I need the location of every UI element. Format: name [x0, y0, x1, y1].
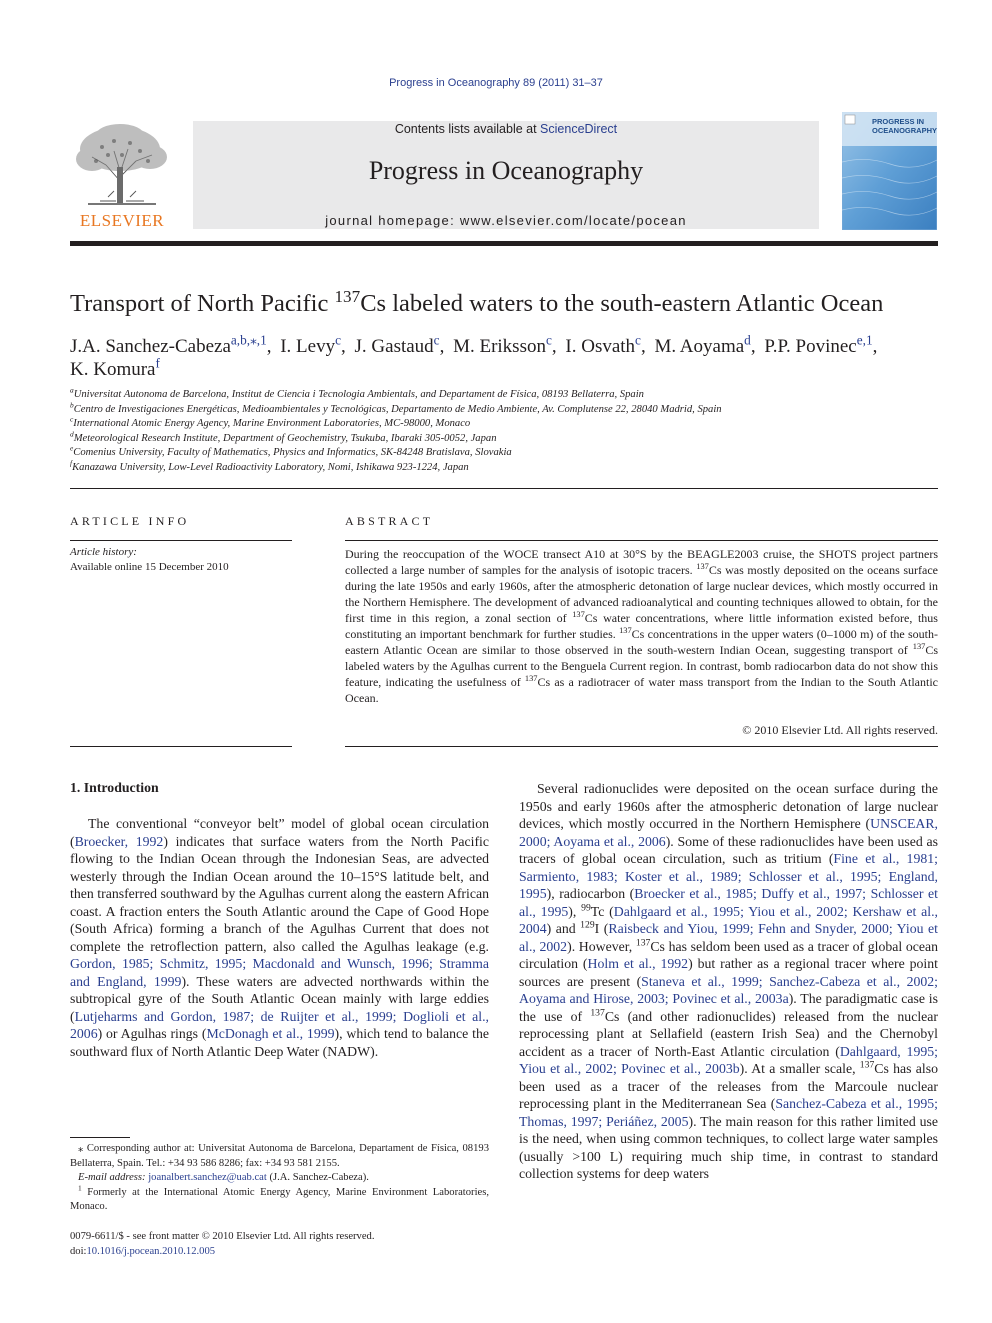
footnote-formerly: $^1$ Formerly at the International Atomic Energy Agency, Marine Environment Laboratories, Monaco.	[70, 1182, 489, 1212]
journal-citation[interactable]: Progress in Oceanography 89 (2011) 31–37	[389, 77, 603, 89]
copyright-notice: © 2010 Elsevier Ltd. All rights reserved.	[742, 723, 938, 737]
doi-line: doi:10.1016/j.pocean.2010.12.005	[70, 1245, 216, 1257]
author-list: J.A. Sanchez-Cabeza$^{a,b,⁎,1}$, I. Levy$^c$, J. Gastaud$^c$, M. Eriksson$^c$, I. Osvath$^c$, M. Aoyama$^d$, P.P. Povinec$^{e,1}$, K. Komura$^f$	[70, 332, 878, 380]
reference-link[interactable]: Staneva et al., 1999; Sanchez-Cabeza et al., 2002; Aoyama and Hirose, 2003; Povinec et al., 2003a	[519, 973, 938, 1006]
footnote-rule	[70, 1137, 130, 1138]
front-matter-info	[70, 1230, 375, 1259]
contents-line: Contents lists available at ScienceDirect	[394, 122, 618, 136]
journal-homepage[interactable]: journal homepage: www.elsevier.com/locate/pocean	[325, 213, 687, 228]
reference-link[interactable]: Broecker, 1992	[74, 833, 164, 849]
footnote-corresponding: ⁎ Corresponding author at: Universitat Autonoma de Barcelona, Departament de Física, 08193 Bellaterra, Spain. Tel.: +34 93 586 8286; fax: +34 93 581 2155.	[70, 1143, 489, 1169]
reference-link[interactable]: Raisbeck and Yiou, 1999; Fehn and Snyder, 2000; Yiou et al., 2002	[519, 921, 939, 954]
author[interactable]: K. Komura$^f$	[70, 355, 160, 380]
abstract-label: ABSTRACT	[345, 514, 434, 528]
article-info-bottom-rule	[70, 746, 292, 747]
reference-link[interactable]: Fine et al., 1981; Sarmiento, 1983; Koster et al., 1989; Schlosser et al., 1995; England, 1995	[519, 851, 938, 901]
article-history-value: Available online 15 December 2010	[70, 561, 229, 573]
reference-link[interactable]: Broecker et al., 1985; Duffy et al., 1997; Schlosser et al., 1995	[519, 886, 938, 919]
section-heading-introduction: 1. Introduction	[70, 780, 159, 795]
article-history-label: Article history:	[70, 546, 137, 558]
article-info-label: ARTICLE INFO	[70, 514, 190, 528]
elsevier-logo	[70, 121, 174, 229]
abstract-text: During the reoccupation of the WOCE transect A10 at 30°S by the BEAGLE2003 cruise, the SHOTS project partners collected a large number of samples for the analysis of isotopic tracers. $^{137}$Cs was mostly deposited on the oceans surface during the late 1950s and early 1960s, after the atmospheric detonation of large nuclear devices, which mostly occurred in the Northern Hemisphere. The development of advanced radioanalytical and counting techniques allowed to obtain, for the first time in this region, a zonal section of $^{137}$Cs water concentrations, where little information existed before, thus constituting an important benchmark for further studies. $^{137}$Cs concentrations in the upper waters (0–1000 m) of the south-eastern Atlantic Ocean are similar to those observed in the south-western Indian Ocean, suggesting transport of $^{137}$Cs labeled waters by the Agulhas current to the Benguela Current region. In contrast, bomb radiocarbon data do not show this feature, indicating the usefulness of $^{137}$Cs as a radiotracer of water mass transport from the Indian to the South Atlantic Ocean.	[345, 547, 938, 705]
doi-link[interactable]: 10.1016/j.pocean.2010.12.005	[86, 1245, 216, 1257]
author[interactable]: I. Osvath$^c$	[565, 332, 641, 357]
article-info-rule	[70, 540, 292, 541]
publisher-wordmark: ELSEVIER	[79, 211, 165, 230]
reference-link[interactable]: Sanchez-Cabeza et al., 1995; Thomas, 1997; Periáñez, 2005	[519, 1096, 939, 1129]
reference-link[interactable]: Dahlgaard et al., 1995; Yiou et al., 2002; Kershaw et al., 2004	[519, 903, 938, 936]
reference-link[interactable]: Dahlgaard, 1995; Yiou et al., 2002; Povinec et al., 2003b	[519, 1043, 938, 1076]
footnote-email: E-mail address: joanalbert.sanchez@uab.cat (J.A. Sanchez-Cabeza).	[78, 1172, 369, 1183]
reference-link[interactable]: Holm et al., 1992	[587, 956, 689, 971]
affiliation: $^b$Centro de Investigaciones Energéticas, Medioambientales y Tecnológicas, Departamento de Medio Ambiente, Av. Complutense 22, 28040 Madrid, Spain	[70, 399, 722, 415]
journal-cover-image	[842, 112, 937, 230]
article-title: Transport of North Pacific $^{137}$Cs labeled waters to the south-eastern Atlantic Ocean	[70, 286, 884, 317]
header-divider	[70, 241, 938, 246]
affiliation: $^d$Meteorological Research Institute, Department of Geochemistry, Tsukuba, Ibaraki 305-0052, Japan	[70, 428, 497, 444]
right-column-paragraph: Several radionuclides were deposited on the ocean surface during the 1950s and early 1960s after the atmospheric detonation of large nuclear devices, which mostly occurred in the Northern Hemisphere (UNSCEAR, 2000; Aoyama et al., 2006). Some of these radionuclides have been used as tracers of global ocean circulation, such as tritium (Fine et al., 1981; Sarmiento, 1983; Koster et al., 1989; Schlosser et al., 1995; England, 1995), radiocarbon (Broecker et al., 1985; Duffy et al., 1997; Schlosser et al., 1995), $^{99}$Tc (Dahlgaard et al., 1995; Yiou et al., 2002; Kershaw et al., 2004) and $^{129}$I (Raisbeck and Yiou, 1999; Fehn and Snyder, 2000; Yiou et al., 2002). However, $^{137}$Cs has seldom been used as a tracer of global ocean circulation (Holm et al., 1992) but rather as a regional tracer where point sources are present (Staneva et al., 1999; Sanchez-Cabeza et al., 2002; Aoyama and Hirose, 2003; Povinec et al., 2003a). The paradigmatic case is the use of $^{137}$Cs (and other radionuclides) released from the nuclear reprocessing plant at Sellafield (eastern Irish Sea) and the Chernobyl accident as a tracer of North-East Atlantic circulation (Dahlgaard, 1995; Yiou et al., 2002; Povinec et al., 2003b). At a smaller scale, $^{137}$Cs has also been used as a tracer of the releases from the Marcoule nuclear reprocessing plant in the Mediterranean Sea (Sanchez-Cabeza et al., 1995; Thomas, 1997; Periáñez, 2005). The main reason for this rather limited use is the need, when using common techniques, to collect large water samples (usually >100 L) requiring much ship time, in contrast to standard collection systems for deep waters	[519, 781, 939, 1181]
reference-link[interactable]: UNSCEAR, 2000; Aoyama et al., 2006	[519, 816, 938, 849]
reference-link[interactable]: McDonagh et al., 1999	[206, 1026, 335, 1041]
author[interactable]: M. Eriksson$^c$	[453, 332, 552, 357]
affiliation: $^f$Kanazawa University, Low-Level Radioactivity Laboratory, Nomi, Ishikawa 923-1224, Japan	[70, 457, 469, 473]
footnotes	[70, 1142, 489, 1215]
author[interactable]: P.P. Povinec$^{e,1}$	[764, 332, 873, 357]
affiliation: $^e$Comenius University, Faculty of Mathematics, Physics and Informatics, SK-84248 Bratislava, Slovakia	[70, 443, 512, 458]
affiliation: $^a$Universitat Autonoma de Barcelona, Institut de Ciencia i Tecnologia Ambientals, and Departament de Física, 08193 Bellaterra, Spain	[70, 385, 644, 400]
journal-name: Progress in Oceanography	[368, 156, 644, 185]
abstract-bottom-rule	[345, 746, 938, 747]
author[interactable]: M. Aoyama$^d$	[654, 332, 751, 357]
sciencedirect-link[interactable]: ScienceDirect	[540, 122, 618, 136]
author[interactable]: I. Levy$^c$	[280, 332, 342, 357]
reference-link[interactable]: Lutjeharms and Gordon, 1987; de Ruijter et al., 1999; Doglioli et al., 2006	[70, 1008, 489, 1041]
abstract-rule	[345, 540, 938, 541]
reference-link[interactable]: Gordon, 1985; Schmitz, 1995; Macdonald and Wunsch, 1996; Stramma and England, 1999	[70, 956, 489, 989]
email-link[interactable]: joanalbert.sanchez@uab.cat	[148, 1172, 267, 1183]
issn-line: 0079-6611/$ - see front matter © 2010 Elsevier Ltd. All rights reserved.	[70, 1231, 375, 1242]
author[interactable]: J.A. Sanchez-Cabeza$^{a,b,⁎,1}$	[70, 332, 267, 357]
cover-title: PROGRESS IN OCEANOGRAPHY	[872, 117, 938, 135]
affiliation: $^c$International Atomic Energy Agency, Marine Environment Laboratories, MC-98000, Monaco	[70, 414, 471, 429]
author[interactable]: J. Gastaud$^c$	[354, 332, 440, 357]
affiliation-list	[70, 385, 940, 475]
intro-paragraph: The conventional “conveyor belt” model of global ocean circulation (Broecker, 1992) indicates that surface waters from the North Pacific flowing to the Indian Ocean through the Indonesian Seas, are advected westerly through the Indian Ocean around the 10–15°S latitude belt, and then transferred southward by the Agulhas current along the eastern African coast. A fraction enters the South Atlantic around the Cape of Good Hope (South Africa) forming a branch of the Agulhas Current that does not complete the retroflection pattern, also called the Agulhas leakage (e.g. Gordon, 1985; Schmitz, 1995; Macdonald and Wunsch, 1996; Stramma and England, 1999). These waters are advected northwards within the subtropical gyre of the South Atlantic Ocean mainly with large eddies (Lutjeharms and Gordon, 1987; de Ruijter et al., 1999; Doglioli et al., 2006) or Agulhas rings (McDonagh et al., 1999), which tend to balance the southward flux of North Atlantic Deep Water (NADW).	[70, 816, 490, 1059]
affiliation-divider	[70, 488, 938, 489]
